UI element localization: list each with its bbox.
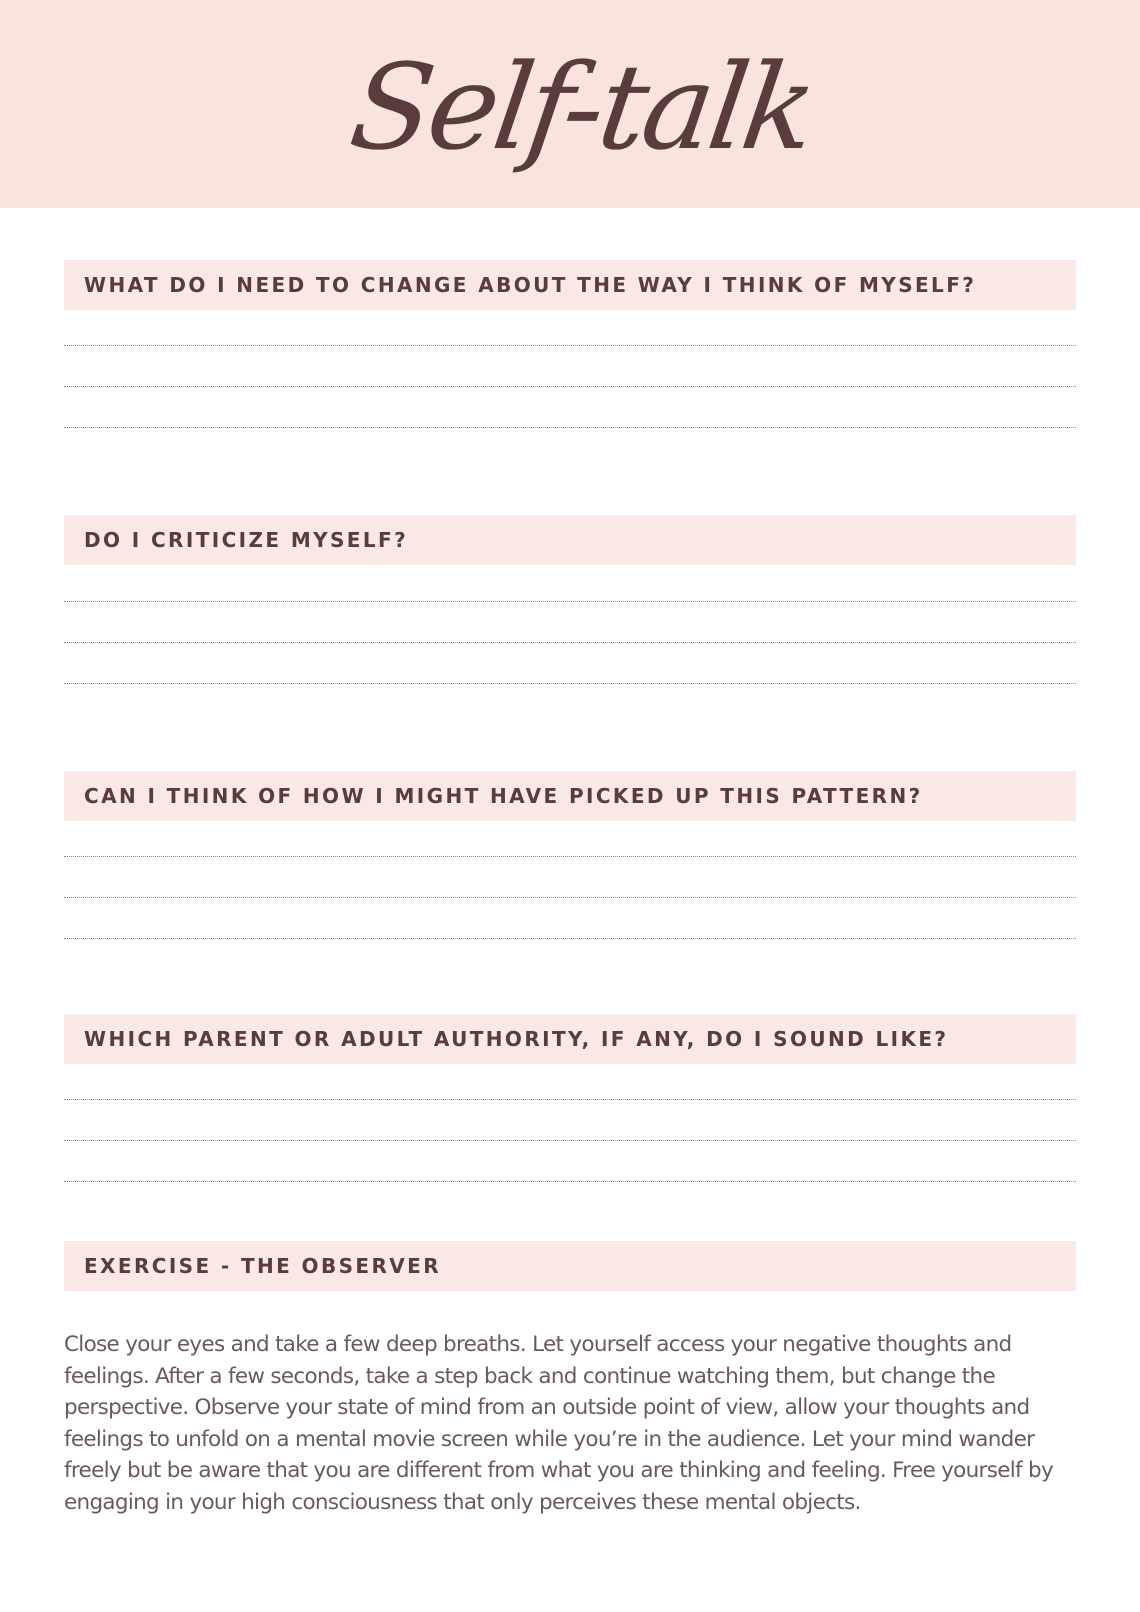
section-bar-3 bbox=[64, 771, 1076, 821]
section-bar-2 bbox=[64, 515, 1076, 565]
exercise-heading: EXERCISE - THE OBSERVER bbox=[84, 1254, 442, 1278]
answer-line-2-1[interactable] bbox=[64, 601, 1076, 602]
exercise-bar bbox=[64, 1241, 1076, 1291]
section-heading-4: WHICH PARENT OR ADULT AUTHORITY, IF ANY, DO I SOUND LIKE? bbox=[84, 1027, 949, 1051]
page-title bbox=[0, 0, 1140, 208]
answer-line-3-1[interactable] bbox=[64, 856, 1076, 857]
section-bar-1 bbox=[64, 260, 1076, 310]
section-bar-4 bbox=[64, 1014, 1076, 1064]
answer-line-2-2[interactable] bbox=[64, 642, 1076, 643]
answer-line-3-2[interactable] bbox=[64, 897, 1076, 898]
answer-line-3-3[interactable] bbox=[64, 938, 1076, 939]
page-title-text: Self-talk bbox=[342, 38, 821, 176]
section-heading-3: CAN I THINK OF HOW I MIGHT HAVE PICKED UP THIS PATTERN? bbox=[84, 784, 923, 808]
answer-line-1-3[interactable] bbox=[64, 427, 1076, 428]
answer-line-1-1[interactable] bbox=[64, 345, 1076, 346]
section-heading-2: DO I CRITICIZE MYSELF? bbox=[84, 528, 409, 552]
answer-line-4-3[interactable] bbox=[64, 1181, 1076, 1182]
exercise-body: Close your eyes and take a few deep breaths. Let yourself access your negative thoughts and feelings. After a few seconds, take a step back and continue watching them, but change the perspective. Observe your state of mind from an outside point of view, allow your thoughts and feelings to unfold on a mental movie screen while you’re in the audience. Let your mind wander freely but be aware that you are different from what you are thinking and feeling. Free yourself by engaging in your high consciousness that only perceives these mental objects. bbox=[64, 1332, 1053, 1515]
answer-line-4-2[interactable] bbox=[64, 1140, 1076, 1141]
answer-line-4-1[interactable] bbox=[64, 1099, 1076, 1100]
section-heading-1: WHAT DO I NEED TO CHANGE ABOUT THE WAY I THINK OF MYSELF? bbox=[84, 273, 977, 297]
answer-line-1-2[interactable] bbox=[64, 386, 1076, 387]
answer-line-2-3[interactable] bbox=[64, 683, 1076, 684]
